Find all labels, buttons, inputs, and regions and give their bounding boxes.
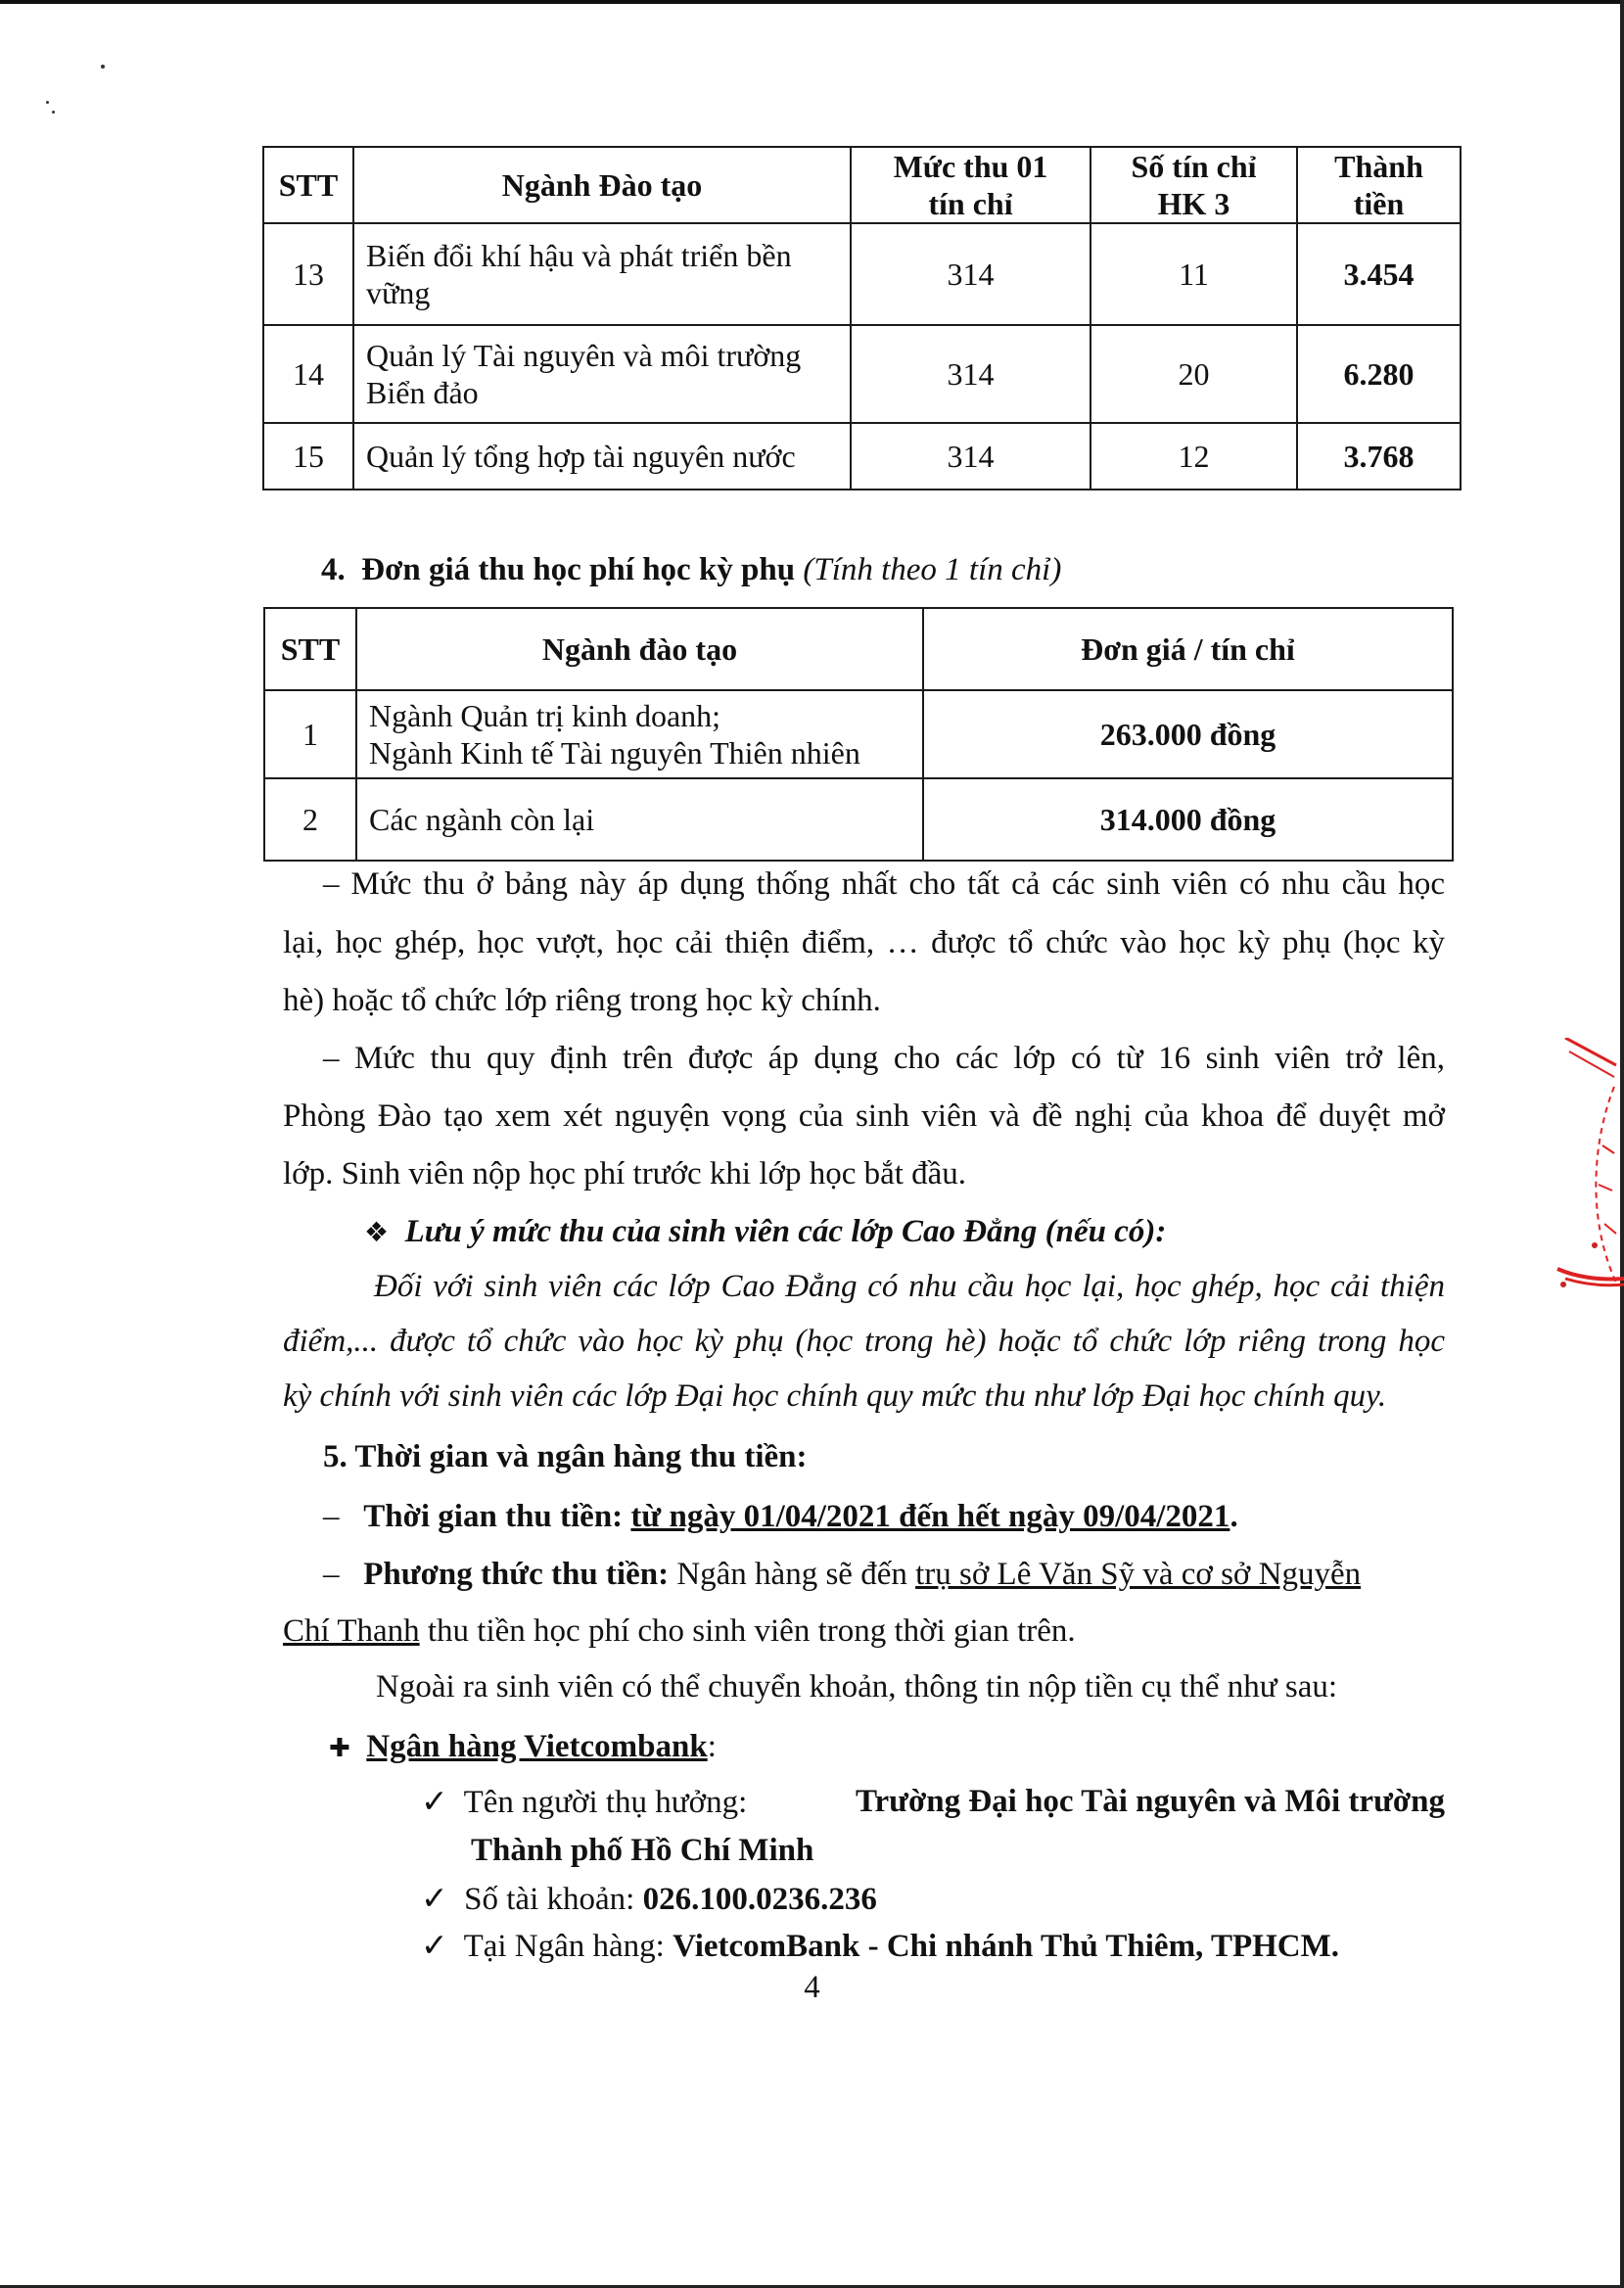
cell-stt: 13 (263, 223, 353, 325)
method-label: Phương thức thu tiền: (363, 1557, 670, 1592)
checkmark-icon: ✓ (421, 1782, 448, 1820)
method-place-1: trụ sở Lê Văn Sỹ và cơ sở Nguyễn (915, 1557, 1362, 1592)
cell-major: Các ngành còn lại (356, 778, 923, 861)
cell-rate: 314 (851, 325, 1090, 423)
header-stt: STT (263, 147, 353, 223)
account-number-row (421, 1879, 877, 1919)
cell-major (353, 223, 851, 325)
red-seal-stamp-icon (1555, 1038, 1624, 1331)
section-5-heading: 5. Thời gian và ngân hàng thu tiền: (323, 1439, 808, 1474)
cell-total: 3.454 (1297, 223, 1461, 325)
checkmark-icon: ✓ (421, 1879, 448, 1917)
collection-method-cont (283, 1611, 1076, 1651)
page-border-top (0, 0, 1624, 4)
bank-colon: : (707, 1729, 717, 1764)
header-credits-line1: Số tín chỉ (1131, 149, 1257, 184)
section-4-number: 4. (321, 552, 346, 587)
cell-major: Quản lý tổng hợp tài nguyên nước (353, 423, 851, 490)
para2-line1: – Mức thu quy định trên được áp dụng cho các lớp có từ 16 sinh viên trở lên, (323, 1041, 1445, 1076)
header-rate-line1: Mức thu 01 (893, 149, 1048, 184)
header-stt: STT (264, 608, 356, 690)
cell-stt: 2 (264, 778, 356, 861)
cell-stt: 15 (263, 423, 353, 490)
cell-major-line2: Ngành Kinh tế Tài nguyên Thiên nhiên (369, 735, 860, 770)
time-end: . (1230, 1499, 1238, 1534)
method-place-2: Chí Thanh (283, 1613, 420, 1649)
header-price: Đơn giá / tín chỉ (923, 608, 1453, 690)
table-header-row (263, 147, 1461, 223)
table-row (264, 690, 1453, 778)
note-line2: điểm,... được tổ chức vào học kỳ phụ (học trong hè) hoặc tổ chức lớp riêng trong học (283, 1324, 1445, 1359)
cell-price: 263.000 đồng (923, 690, 1453, 778)
cell-total: 3.768 (1297, 423, 1461, 490)
collection-method (323, 1555, 1361, 1594)
table-row (264, 778, 1453, 861)
cell-total: 6.280 (1297, 325, 1461, 423)
tuition-table (262, 146, 1462, 490)
beneficiary-name: Trường Đại học Tài nguyên và Môi trường (855, 1784, 1445, 1819)
para2-line3: lớp. Sinh viên nộp học phí trước khi lớp học bắt đầu. (283, 1156, 967, 1191)
diamond-bullet-icon: ❖ (364, 1216, 390, 1248)
para1-line2: lại, học ghép, học vượt, học cải thiện điểm, … được tổ chức vào học kỳ phụ (học kỳ (283, 925, 1445, 960)
time-value: từ ngày 01/04/2021 đến hết ngày 09/04/2021 (630, 1499, 1230, 1534)
bank-name: Ngân hàng Vietcombank (366, 1729, 708, 1764)
dash: – (323, 1499, 340, 1534)
bank-branch-row (421, 1926, 1339, 1966)
section-4-note: (Tính theo 1 tín chỉ) (803, 552, 1062, 587)
header-rate-line2: tín chỉ (928, 186, 1013, 221)
cell-price: 314.000 đồng (923, 778, 1453, 861)
branch-name: VietcomBank - Chi nhánh Thủ Thiêm, TPHCM. (673, 1929, 1340, 1964)
header-total-line2: tiền (1353, 186, 1405, 221)
bank-heading (329, 1727, 717, 1768)
section-4-title: Đơn giá thu học phí học kỳ phụ (361, 552, 796, 587)
scan-speck (52, 111, 55, 114)
time-label: Thời gian thu tiền: (363, 1499, 624, 1534)
cell-major-line2: Biển đảo (366, 375, 479, 410)
cell-stt: 14 (263, 325, 353, 423)
table-row (263, 223, 1461, 325)
beneficiary-label: Tên người thụ hưởng: (463, 1785, 748, 1820)
cell-stt: 1 (264, 690, 356, 778)
para2-line2: Phòng Đào tạo xem xét nguyện vọng của sinh viên và đề nghị của khoa để duyệt mở (283, 1098, 1445, 1134)
method-text: Ngân hàng sẽ đến (676, 1557, 907, 1592)
note-line1: Đối với sinh viên các lớp Cao Đẳng có nhu cầu học lại, học ghép, học cải thiện (374, 1269, 1445, 1304)
header-total (1297, 147, 1461, 223)
branch-label: Tại Ngân hàng: (463, 1929, 665, 1964)
summer-fee-table (263, 607, 1454, 862)
note-heading (364, 1212, 1166, 1252)
table-header-row (264, 608, 1453, 690)
checkmark-icon: ✓ (421, 1926, 448, 1964)
cell-credits: 20 (1090, 325, 1297, 423)
cell-major-line1: Biến đổi khí hậu và phát triển bền (366, 238, 792, 273)
header-total-line1: Thành (1334, 149, 1423, 184)
cell-major-line2: vững (366, 275, 431, 310)
table-row (263, 325, 1461, 423)
beneficiary-line2: Thành phố Hồ Chí Minh (471, 1833, 814, 1868)
cell-major (356, 690, 923, 778)
header-credits (1090, 147, 1297, 223)
account-number: 026.100.0236.236 (642, 1882, 877, 1917)
header-credits-line2: HK 3 (1157, 186, 1230, 221)
para1-line1: – Mức thu ở bảng này áp dụng thống nhất cho tất cả các sinh viên có nhu cầu học (323, 866, 1445, 902)
beneficiary-line1 (421, 1782, 1445, 1822)
cell-credits: 12 (1090, 423, 1297, 490)
cell-major (353, 325, 851, 423)
cell-major-line1: Ngành Quản trị kinh doanh; (369, 698, 721, 733)
header-rate (851, 147, 1090, 223)
method-rest: thu tiền học phí cho sinh viên trong thời gian trên. (427, 1613, 1076, 1649)
scan-speck (101, 65, 105, 69)
cell-rate: 314 (851, 223, 1090, 325)
page-number: 4 (804, 1970, 820, 2005)
cell-rate: 314 (851, 423, 1090, 490)
scan-speck (46, 101, 49, 104)
check-row (421, 1782, 747, 1822)
table-row (263, 423, 1461, 490)
collection-time (323, 1497, 1238, 1536)
header-major: Ngành đào tạo (356, 608, 923, 690)
note-line3: kỳ chính với sinh viên các lớp Đại học chính quy mức thu như lớp Đại học chính quy. (283, 1378, 1387, 1414)
dash: – (323, 1557, 340, 1592)
transfer-info: Ngoài ra sinh viên có thể chuyển khoản, thông tin nộp tiền cụ thể như sau: (376, 1669, 1338, 1704)
header-major: Ngành Đào tạo (353, 147, 851, 223)
cell-credits: 11 (1090, 223, 1297, 325)
account-label: Số tài khoản: (464, 1882, 635, 1917)
section-4-heading (321, 550, 1061, 589)
cell-major-line1: Quản lý Tài nguyên và môi trường (366, 338, 802, 373)
plus-arrow-bullet-icon: ✚ (329, 1734, 350, 1763)
note-title: Lưu ý mức thu của sinh viên các lớp Cao Đẳng (nếu có): (404, 1214, 1167, 1249)
para1-line3: hè) hoặc tổ chức lớp riêng trong học kỳ chính. (283, 983, 881, 1018)
